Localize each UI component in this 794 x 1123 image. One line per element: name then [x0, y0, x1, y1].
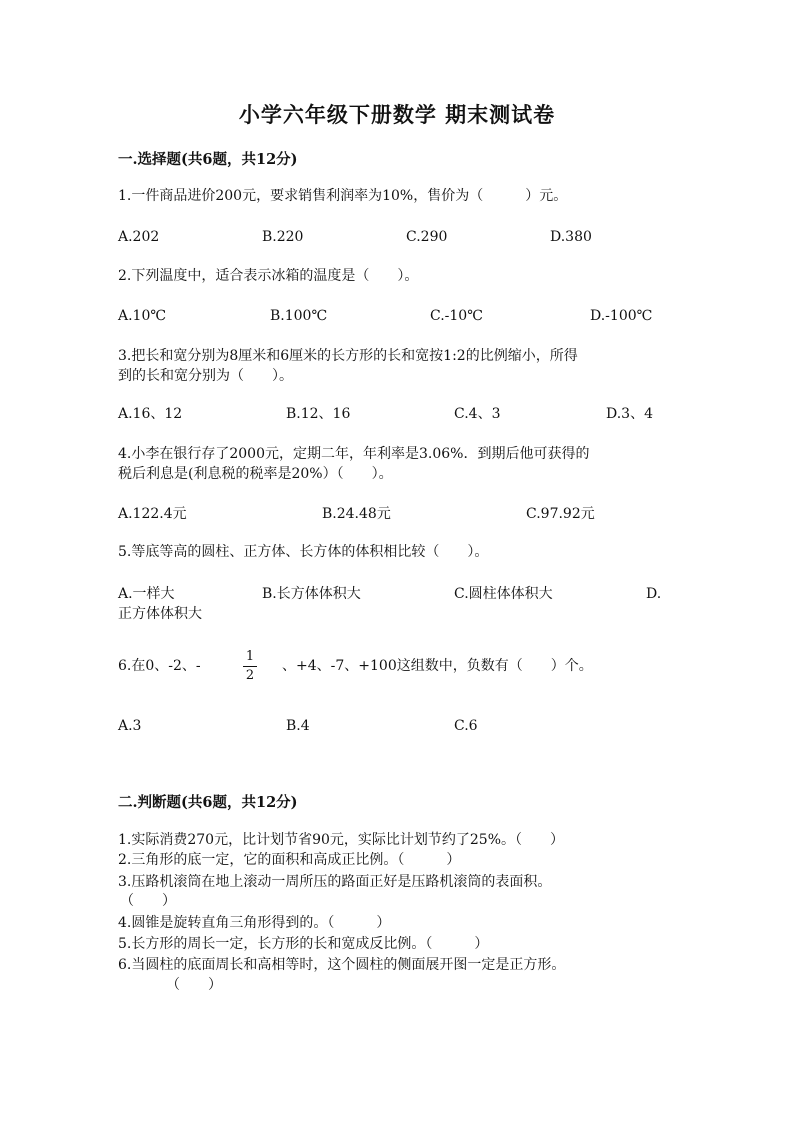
q6-option-b: B.4: [286, 718, 310, 734]
q6-option-a: A.3: [118, 718, 142, 734]
judge-item-5: 5.长方形的周长一定，长方形的长和宽成反比例。（ ）: [118, 936, 489, 952]
q3-option-b: B.12、16: [286, 406, 351, 422]
q1-option-a: A.202: [118, 229, 160, 245]
section-heading-judge: 二.判断题(共6题，共12分): [118, 794, 298, 811]
q4-option-b: B.24.48元: [322, 506, 391, 522]
q1-option-d: D.380: [550, 229, 592, 245]
q4-option-c: C.97.92元: [526, 506, 595, 522]
question-3-line-2: 到的长和宽分别为（ ）。: [118, 368, 293, 384]
fraction-numerator: 1: [245, 649, 255, 664]
q5-option-b: B.长方体体积大: [262, 586, 361, 602]
question-4-line-2: 税后利息是(利息税的税率是20%）（ ）。: [118, 466, 393, 482]
q4-option-a: A.122.4元: [118, 506, 187, 522]
q5-option-a: A.一样大: [118, 586, 175, 602]
question-3-line-1: 3.把长和宽分别为8厘米和6厘米的长方形的长和宽按1:2的比例缩小，所得: [118, 348, 578, 364]
fraction-bar: [243, 666, 257, 667]
fraction-denominator: 2: [245, 668, 255, 683]
section-heading-choice: 一.选择题(共6题，共12分): [118, 151, 298, 168]
q2-option-a: A.10℃: [118, 308, 167, 324]
question-6-after: 、+4、-7、+100这组数中，负数有（ ）个。: [282, 658, 593, 674]
question-6-before: 6.在0、-2、-: [118, 658, 201, 674]
q1-option-b: B.220: [262, 229, 304, 245]
q3-option-a: A.16、12: [118, 406, 183, 422]
judge-item-3: 3.压路机滚筒在地上滚动一周所压的路面正好是压路机滚筒的表面积。: [118, 874, 552, 890]
question-4-line-1: 4.小李在银行存了2000元，定期二年，年利率是3.06%．到期后他可获得的: [118, 446, 590, 462]
judge-item-3-bracket: （ ）: [120, 893, 176, 909]
q5-option-d: D.: [646, 586, 662, 602]
judge-item-1: 1.实际消费270元，比计划节省90元，实际比计划节约了25%。（ ）: [118, 832, 565, 848]
q3-option-d: D.3、4: [606, 406, 653, 422]
q3-option-c: C.4、3: [454, 406, 501, 422]
judge-item-6: 6.当圆柱的底面周长和高相等时，这个圆柱的侧面展开图一定是正方形。: [118, 957, 566, 973]
q2-option-d: D.-100℃: [590, 308, 653, 324]
q5-option-d-continued: 正方体体积大: [118, 606, 202, 622]
judge-item-6-bracket: （ ）: [166, 977, 222, 993]
q2-option-b: B.100℃: [270, 308, 328, 324]
q6-option-c: C.6: [454, 718, 478, 734]
q2-option-c: C.-10℃: [430, 308, 483, 324]
question-5: 5.等底等高的圆柱、正方体、长方体的体积相比较（ ）。: [118, 544, 489, 560]
q5-option-c: C.圆柱体体积大: [454, 586, 553, 602]
q1-option-c: C.290: [406, 229, 448, 245]
judge-item-4: 4.圆锥是旋转直角三角形得到的。（ ）: [118, 915, 391, 931]
fraction-one-half: [243, 649, 257, 684]
question-2: 2.下列温度中，适合表示冰箱的温度是（ ）。: [118, 268, 419, 284]
judge-item-2: 2.三角形的底一定，它的面积和高成正比例。（ ）: [118, 852, 461, 868]
question-1: 1.一件商品进价200元，要求销售利润率为10%，售价为（ ）元。: [118, 188, 568, 204]
page-title: 小学六年级下册数学 期末测试卷: [238, 102, 556, 127]
